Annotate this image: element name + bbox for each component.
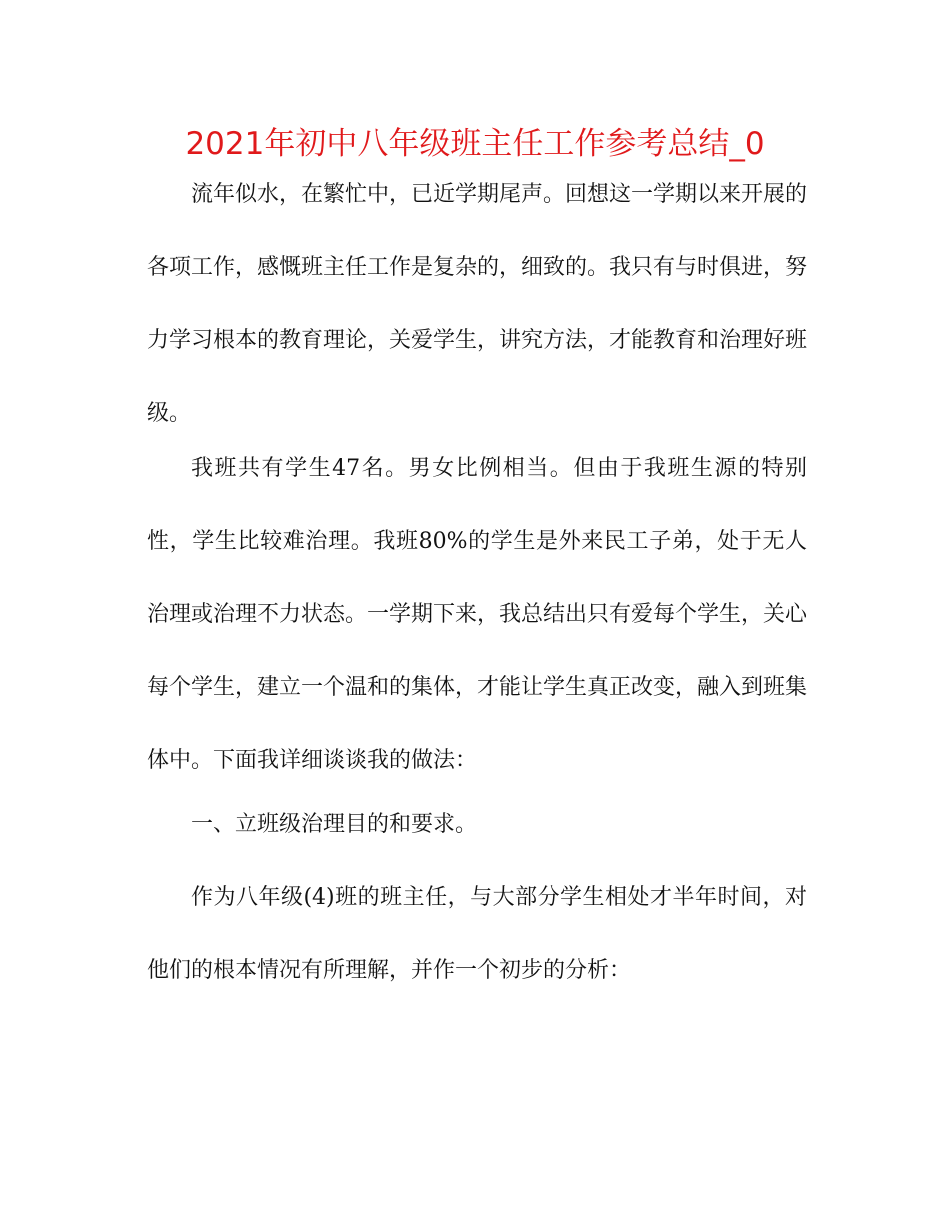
document-title: 2021年初中八年级班主任工作参考总结_0 — [185, 126, 765, 162]
paragraph-intro: 流年似水，在繁忙中，已近学期尾声。回想这一学期以来开展的各项工作，感慨班主任工作是复杂的，细致的。我只有与时俱进，努力学习根本的教育理论，关爱学生，讲究方法，才能教育和治理好班级。 — [147, 182, 808, 426]
paragraph-class-overview: 我班共有学生47名。男女比例相当。但由于我班生源的特别性，学生比较难治理。我班80%的学生是外来民工子弟，处于无人治理或治理不力状态。一学期下来，我总结出只有爱每个学生，关心每个学生，建立一个温和的集体，才能让学生真正改变，融入到班集体中。下面我详细谈谈我的做法： — [147, 456, 808, 773]
section-heading-1: 一、立班级治理目的和要求。 — [191, 812, 478, 837]
paragraph-analysis: 作为八年级(4)班的班主任，与大部分学生相处才半年时间，对他们的根本情况有所理解，并作一个初步的分析： — [147, 885, 807, 983]
